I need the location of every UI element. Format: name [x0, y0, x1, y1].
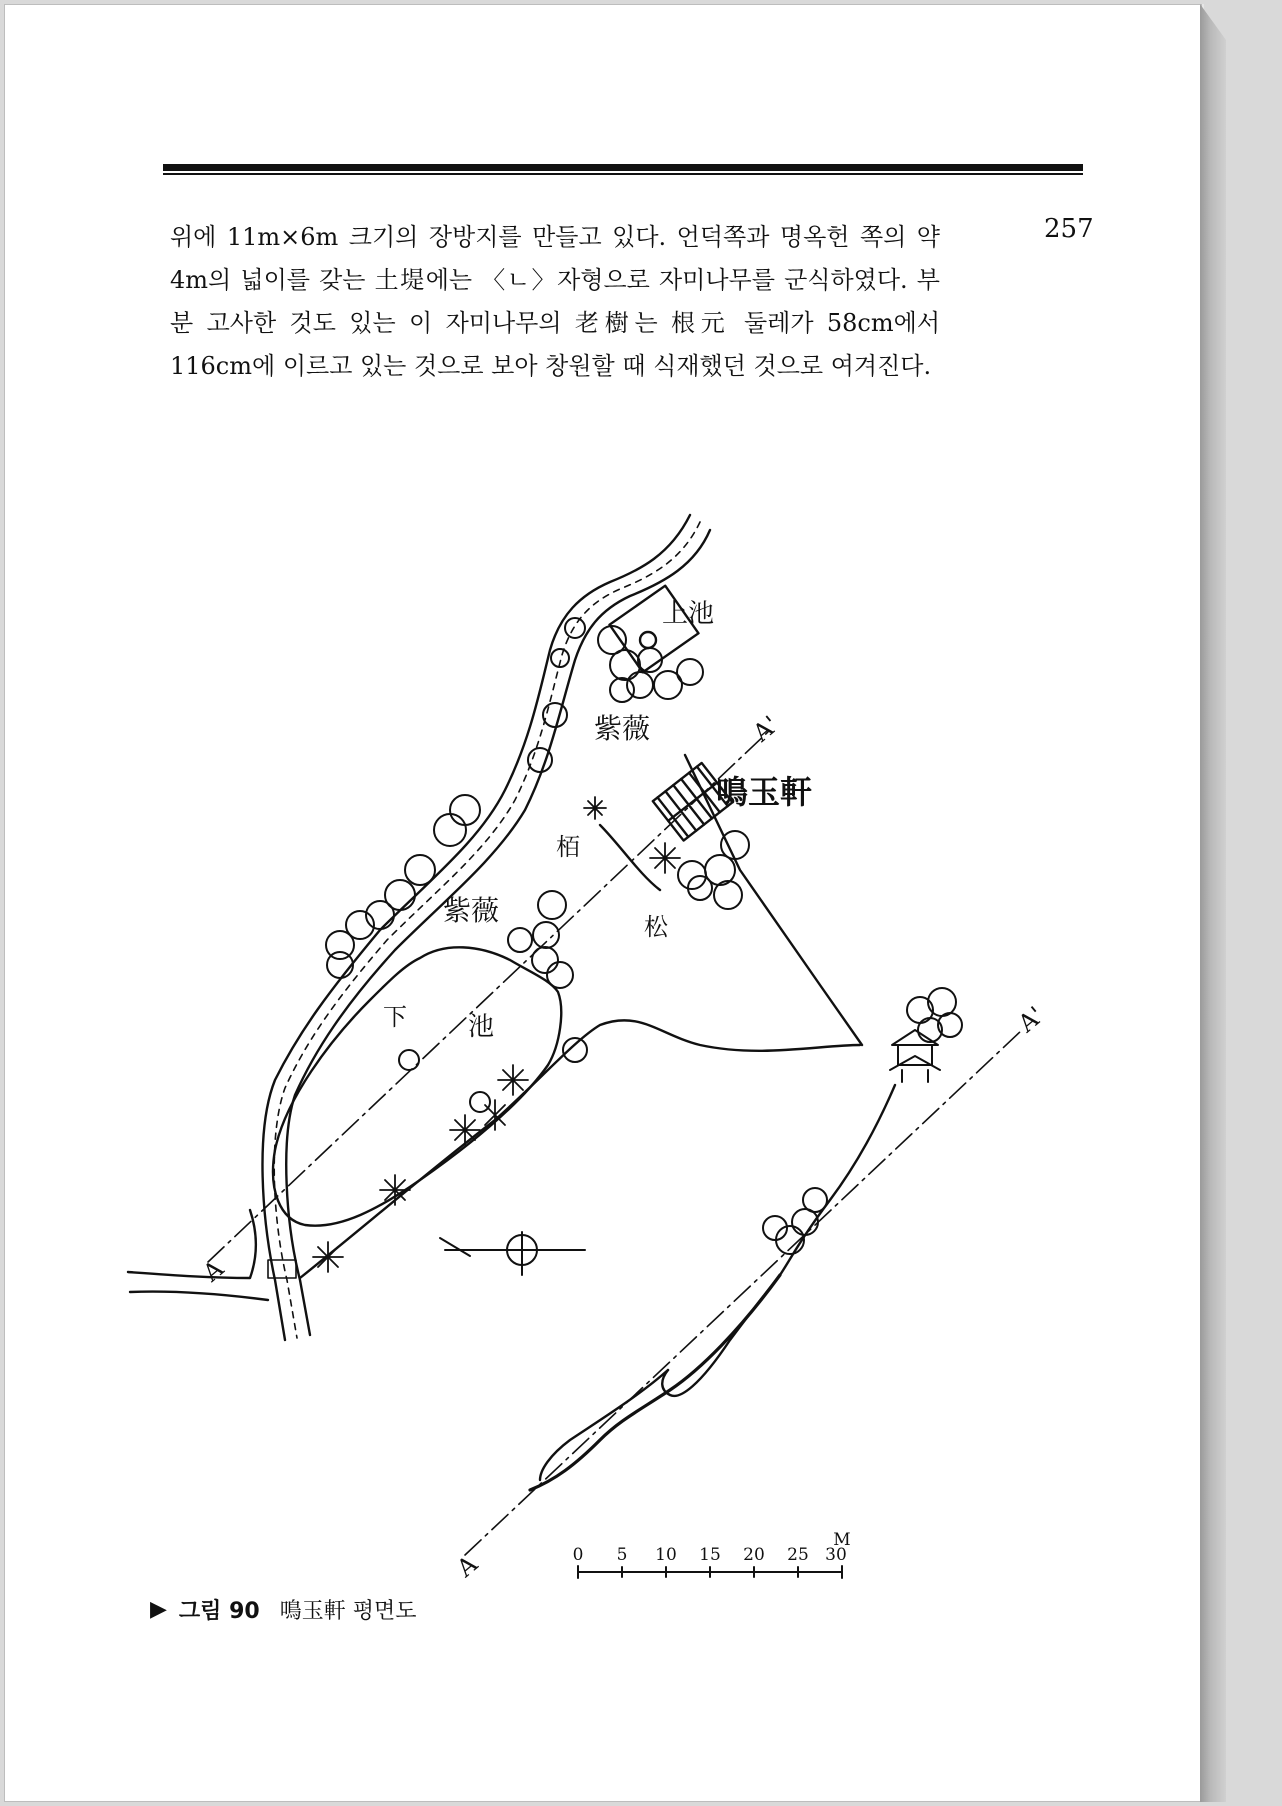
label-section-a-start: A — [197, 1254, 229, 1288]
label-pine: 松 — [644, 913, 668, 941]
label-cypress: 栢 — [556, 833, 580, 861]
scale-tick-10: 10 — [655, 1545, 677, 1565]
scale-unit: M — [833, 1530, 851, 1550]
label-section-a2-end: A' — [1012, 1001, 1050, 1038]
label-section-a2-start: A — [451, 1550, 483, 1583]
label-section-a-end: A' — [747, 710, 784, 748]
figure-caption — [150, 1594, 416, 1625]
label-lower-pond-1: 下 — [383, 1003, 407, 1031]
caption-title: 鳴玉軒 평면도 — [279, 1599, 417, 1624]
label-crape-myrtle-left: 紫薇 — [443, 894, 500, 927]
caption-label: 그림 90 — [178, 1599, 260, 1624]
label-lower-pond-2: 池 — [468, 1012, 495, 1042]
scale-tick-25: 25 — [787, 1545, 809, 1565]
body-paragraph: 위에 11m×6m 크기의 장방지를 만들고 있다. 언덕쪽과 명옥헌 쪽의 약 4m의 넓이를 갖는 土堤에는 〈ㄴ〉자형으로 자미나무를 군식하였다. 부분 고사한 것도 있는 이 자미나무의 老樹는 根元 둘레가 58cm에서 116cm에 이르고 있는 것으로 보아 창원할 때 식재했던 것으로 여겨진다. — [170, 223, 940, 380]
scale-tick-0: 0 — [572, 1545, 584, 1565]
label-crape-myrtle-top: 紫薇 — [594, 712, 651, 745]
label-pavilion: 鳴玉軒 — [716, 773, 813, 811]
scale-tick-20: 20 — [743, 1545, 765, 1565]
scale-tick-5: 5 — [616, 1545, 628, 1565]
page-number: 257 — [1044, 214, 1094, 244]
caption-triangle-icon: ▶ — [150, 1597, 167, 1622]
scale-tick-30: 30 — [825, 1545, 847, 1565]
label-upper-pond: 上池 — [662, 599, 715, 629]
scale-tick-15: 15 — [699, 1545, 721, 1565]
